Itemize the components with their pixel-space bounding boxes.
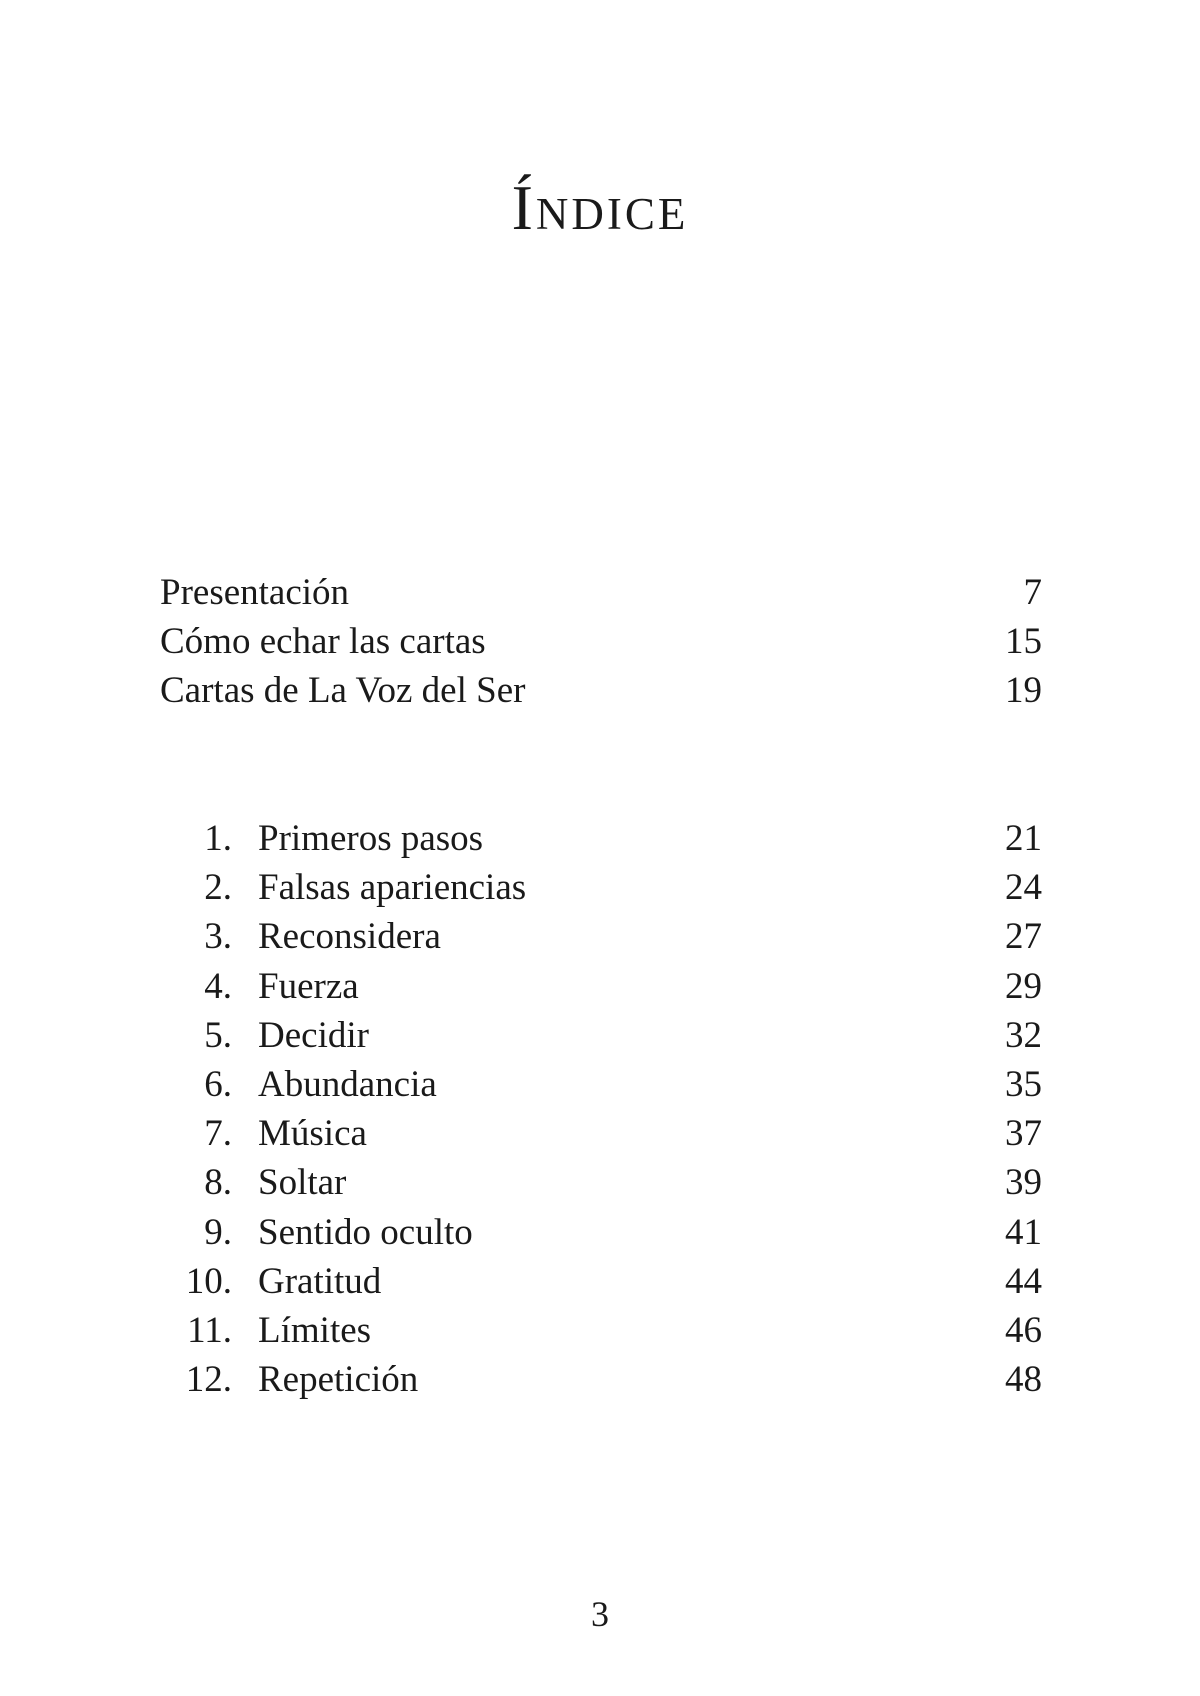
toc-chapter-entry <box>0 1304 1200 1358</box>
entry-title: Abundancia <box>258 1064 437 1105</box>
entry-title: Sentido oculto <box>258 1212 473 1253</box>
chapter-number: 10. <box>185 1261 232 1302</box>
toc-chapter-entry <box>0 1255 1200 1309</box>
entry-page-number: 15 <box>1005 621 1042 662</box>
entry-page-number: 29 <box>1005 966 1042 1007</box>
entry-title: Cómo echar las cartas <box>160 621 486 662</box>
toc-chapter-entry <box>0 1206 1200 1260</box>
toc-chapter-entry <box>0 861 1200 915</box>
entry-page-number: 35 <box>1005 1064 1042 1105</box>
entry-page-number: 39 <box>1005 1162 1042 1203</box>
entry-title: Reconsidera <box>258 916 441 957</box>
entry-title: Música <box>258 1113 367 1154</box>
entry-page-number: 19 <box>1005 670 1042 711</box>
entry-title: Decidir <box>258 1015 369 1056</box>
chapter-number: 6. <box>204 1064 232 1105</box>
page-title: Índice <box>511 172 689 243</box>
chapter-number: 8. <box>204 1162 232 1203</box>
toc-chapter-entry <box>0 1156 1200 1210</box>
entry-page-number: 44 <box>1005 1261 1042 1302</box>
toc-entry <box>0 615 1200 669</box>
entry-page-number: 41 <box>1005 1212 1042 1253</box>
entry-page-number: 48 <box>1005 1359 1042 1400</box>
chapter-number: 1. <box>204 818 232 859</box>
entry-title: Límites <box>258 1310 372 1351</box>
entry-title: Soltar <box>258 1162 347 1203</box>
chapter-number: 9. <box>204 1212 232 1253</box>
toc-entry <box>0 664 1200 718</box>
entry-title: Cartas de La Voz del Ser <box>160 670 526 711</box>
entry-page-number: 37 <box>1005 1113 1042 1154</box>
entry-title: Falsas apariencias <box>258 867 527 908</box>
toc-entry <box>0 566 1200 620</box>
page-number: 3 <box>591 1594 609 1634</box>
entry-page-number: 27 <box>1005 916 1042 957</box>
chapter-number: 11. <box>187 1310 232 1351</box>
entry-title: Repetición <box>258 1359 419 1400</box>
toc-chapter-entry <box>0 960 1200 1014</box>
entry-title: Primeros pasos <box>258 818 484 859</box>
entry-page-number: 32 <box>1005 1015 1042 1056</box>
toc-chapter-entry <box>0 1009 1200 1063</box>
entry-title: Gratitud <box>258 1261 382 1302</box>
toc-chapter-entry <box>0 910 1200 964</box>
toc-chapter-entry <box>0 812 1200 866</box>
toc-chapter-entry <box>0 1058 1200 1112</box>
chapter-number: 2. <box>204 867 232 908</box>
entry-page-number: 46 <box>1005 1310 1042 1351</box>
entry-title: Fuerza <box>258 966 359 1007</box>
chapter-number: 3. <box>204 916 232 957</box>
entry-page-number: 21 <box>1005 818 1042 859</box>
entry-page-number: 24 <box>1005 867 1042 908</box>
chapter-number: 12. <box>185 1359 232 1400</box>
entry-title: Presentación <box>160 572 350 613</box>
chapter-number: 4. <box>204 966 232 1007</box>
toc-chapter-entry <box>0 1107 1200 1161</box>
entry-page-number: 7 <box>1023 572 1042 613</box>
chapter-number: 5. <box>204 1015 232 1056</box>
toc-chapter-entry <box>0 1353 1200 1407</box>
chapter-number: 7. <box>204 1113 232 1154</box>
